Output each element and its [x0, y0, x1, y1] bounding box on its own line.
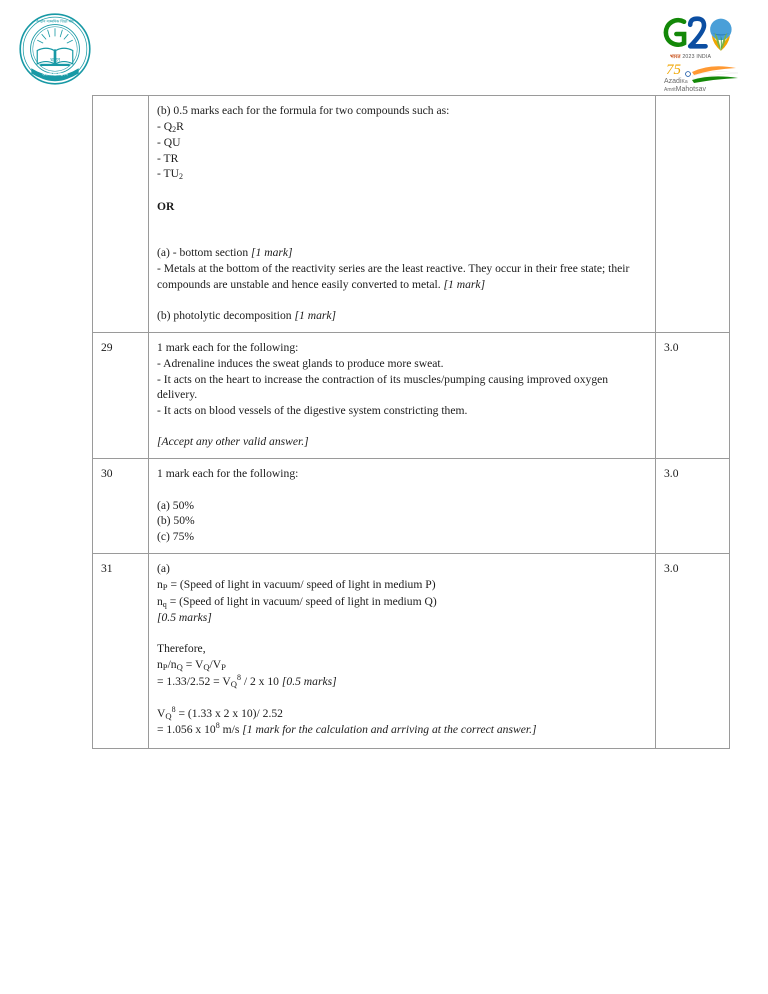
answer-line: - $TU_2$	[157, 167, 184, 182]
answer-key-table	[92, 95, 730, 749]
answer-line: = $1.33/2.52 = VQ^8 / 2$ x 10 [0.5 marks]	[157, 672, 337, 689]
question-number-cell: 30	[93, 459, 149, 554]
answer-line: (a) 50%	[157, 498, 195, 512]
svg-text:भारत: भारत	[49, 57, 61, 64]
marks-annotation: [Accept any other valid answer.]	[157, 434, 309, 448]
marks-annotation: [1 mark]	[294, 308, 337, 322]
answer-line: OR	[157, 199, 175, 213]
blank-line	[157, 626, 647, 642]
page-header	[0, 0, 768, 95]
g20-caption-en: INDIA	[696, 54, 712, 60]
answer-line: (b) 0.5 marks each for the formula for two compounds such as:	[157, 104, 450, 117]
azadi-line2-small: Amrit	[664, 87, 676, 94]
answer-line: = 1.056 x $10^8$ m/s [1 mark for the calculation and arriving at the correct answer.]	[157, 721, 537, 737]
answer-line: 1 mark each for the following:	[157, 341, 299, 355]
blank-line	[157, 418, 647, 434]
answer-line: (b) photolytic decomposition [1 mark]	[157, 308, 337, 322]
answer-line	[157, 434, 647, 450]
superscript: 8	[171, 704, 176, 714]
marks-cell: 3.0	[656, 333, 730, 459]
answer-line: (a)	[157, 562, 170, 576]
answer-line: 1 mark each for the following:	[157, 467, 299, 481]
answer-body-cell	[149, 333, 656, 459]
question-number-cell: 31	[93, 554, 149, 749]
g20-caption-year: 2023	[682, 54, 695, 60]
svg-text:केन्द्रीय माध्यमिक शिक्षा बोर्: केन्द्रीय माध्यमिक शिक्षा बोर्ड	[36, 19, 74, 24]
cbse-logo-icon	[18, 12, 92, 86]
marks-cell: 3.0	[656, 554, 730, 749]
answer-body-cell	[149, 459, 656, 554]
answer-body-cell	[149, 96, 656, 333]
blank-line	[157, 482, 647, 498]
answer-line: - TR	[157, 151, 179, 165]
azadi-line1: Azadi	[664, 78, 682, 85]
subscript: Q	[203, 662, 210, 672]
answer-line: - It acts on the heart to increase the contraction of its muscles/pumping causing improved oxygen delivery.	[157, 372, 611, 402]
superscript: 8	[236, 672, 241, 682]
answer-line: - It acts on blood vessels of the digestive system constricting them.	[157, 403, 468, 417]
answer-line: nP/nQ = VQ/VP	[157, 658, 226, 672]
subscript: Q	[176, 662, 183, 672]
superscript: 8	[215, 721, 220, 731]
subscript: q	[162, 599, 167, 609]
g20-azadi-logo-group	[658, 12, 750, 94]
svg-text:75: 75	[666, 62, 681, 78]
subscript: P	[162, 582, 168, 593]
subscript: P	[162, 662, 168, 672]
blank-line	[157, 183, 647, 199]
marks-cell	[656, 96, 730, 333]
azadi-line2: Mahotsav	[675, 86, 707, 94]
answer-line: - Metals at the bottom of the reactivity series are the least reactive. They occur in their free state; their compounds are unstable and hence easily converted to metal. [1 mark]	[157, 261, 633, 291]
answer-line: (b) 50%	[157, 514, 195, 528]
marks-annotation: [0.5 marks]	[281, 674, 337, 688]
answer-line: $VQ^8 = (1.33$ x 2 x 10)/ 2.52	[157, 704, 283, 721]
subscript: Q	[230, 678, 237, 689]
blank-line	[157, 690, 647, 706]
answer-line: (c) 75%	[157, 529, 195, 543]
question-number-cell: 29	[93, 333, 149, 459]
marks-annotation: [1 mark]	[443, 277, 486, 291]
answer-line: - QU	[157, 136, 181, 150]
table-row	[93, 96, 730, 333]
g20-caption-hindi: भारत	[670, 54, 681, 60]
answer-line: Therefore,	[157, 642, 206, 656]
azadi-line1-small: Ka	[681, 79, 688, 85]
answer-line: $n_q$ = (Speed of light in vacuum/ speed of light in medium Q)	[157, 594, 437, 609]
g20-logo-icon	[658, 12, 750, 56]
answer-body-cell	[149, 554, 656, 749]
blank-line	[157, 292, 647, 308]
blank-line	[157, 230, 647, 246]
svg-text:असतो मा सद्गमय: असतो मा सद्गमय	[42, 71, 68, 77]
table-row	[93, 333, 730, 459]
table-row	[93, 554, 730, 749]
subscript: Q	[165, 710, 172, 721]
answer-line: - Adrenaline induces the sweat glands to produce more sweat.	[157, 356, 444, 370]
answer-key-table-body	[93, 96, 730, 749]
question-number-cell	[93, 96, 149, 333]
marks-cell: 3.0	[656, 459, 730, 554]
marks-annotation: [0.5 marks]	[157, 611, 212, 625]
marks-annotation: [1 mark for the calculation and arriving at the correct answer.]	[242, 723, 537, 737]
subscript: 2	[179, 172, 184, 182]
subscript: P	[221, 662, 226, 672]
azadi-wordmark	[664, 78, 706, 95]
answer-line: nP = (Speed of light in vacuum/ speed of light in medium P)	[157, 578, 436, 593]
blank-line	[157, 214, 647, 230]
answer-line: - $Q_2R$	[157, 119, 184, 134]
answer-line: (a) - bottom section [1 mark]	[157, 246, 293, 260]
marks-annotation: [1 mark]	[251, 246, 293, 260]
subscript: 2	[172, 124, 177, 134]
answer-line	[157, 610, 647, 626]
table-row	[93, 459, 730, 554]
